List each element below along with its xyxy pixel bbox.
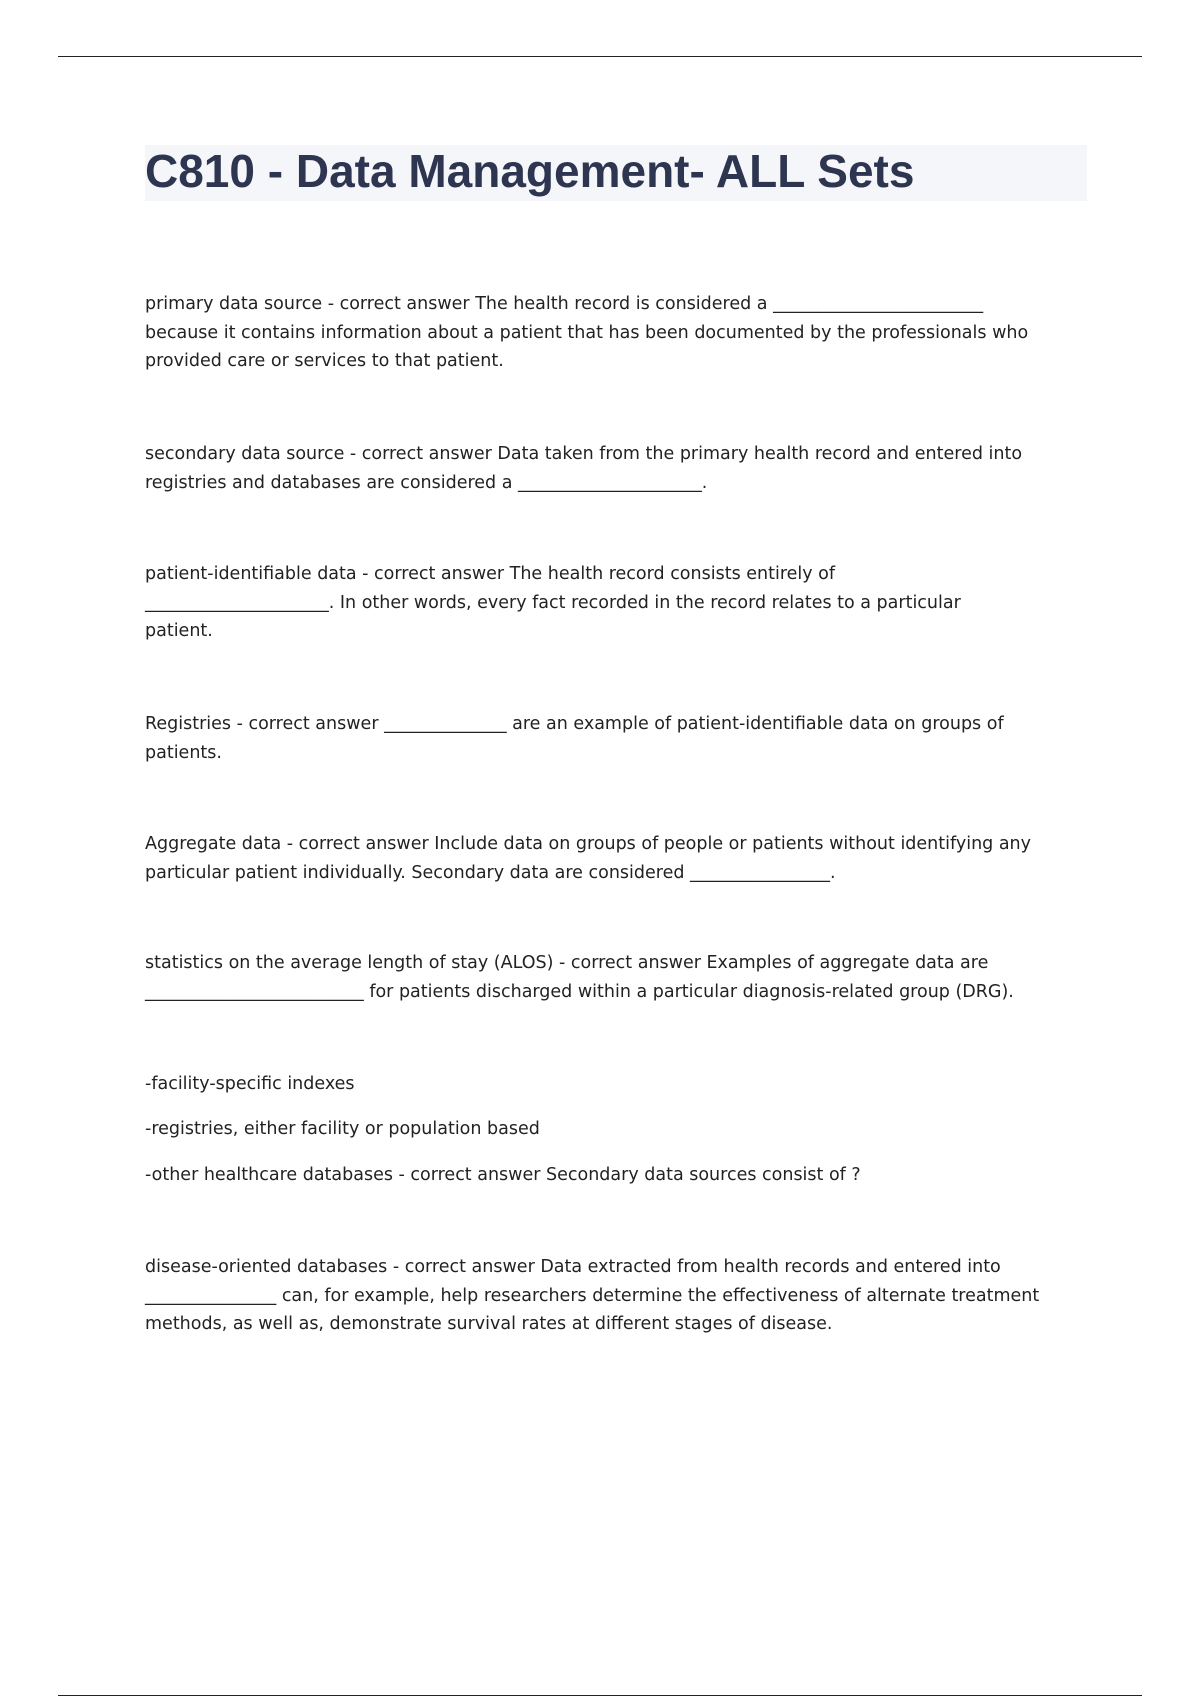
qa-item-registries: Registries - correct answer ______________ are an example of patient-identifiable data on groups of patients. bbox=[145, 714, 1004, 763]
qa-item-disease-oriented-databases: disease-oriented databases - correct answer Data extracted from health records and entered into _______________ can, for example, help researchers determine the effectiveness of alternate treatment methods, as well as, demonstrate survival rates at different stages of disease. bbox=[145, 1257, 1040, 1334]
qa-item-patient-identifiable-data: patient-identifiable data - correct answer The health record consists entirely of _____________________. In other words, every fact recorded in the record relates to a particular patient. bbox=[145, 564, 961, 641]
qa-item-alos-statistics: statistics on the average length of stay (ALOS) - correct answer Examples of aggregate data are _________________________ for patients discharged within a particular diagnosis-related group (DRG). bbox=[145, 953, 1014, 1002]
document-title: C810 - Data Management- ALL Sets bbox=[145, 145, 915, 197]
qa-item-secondary-data-source: secondary data source - correct answer Data taken from the primary health record and entered into registries and databases are considered a _____________________. bbox=[145, 444, 1023, 493]
qa-item-aggregate-data: Aggregate data - correct answer Include data on groups of people or patients without identifying any particular patient individually. Secondary data are considered ________________. bbox=[145, 834, 1032, 883]
list-item-registries: -registries, either facility or population based bbox=[145, 1119, 540, 1139]
bottom-rule bbox=[58, 1695, 1142, 1696]
list-item-facility-specific-indexes: -facility-specific indexes bbox=[145, 1074, 355, 1094]
qa-item-secondary-data-sources: -other healthcare databases - correct answer Secondary data sources consist of ? bbox=[145, 1165, 861, 1185]
top-rule bbox=[58, 56, 1142, 57]
qa-item-primary-data-source: primary data source - correct answer The health record is considered a ________________________ because it contains information about a patient that has been documented by the professionals who provided care or services to that patient. bbox=[145, 294, 1029, 371]
